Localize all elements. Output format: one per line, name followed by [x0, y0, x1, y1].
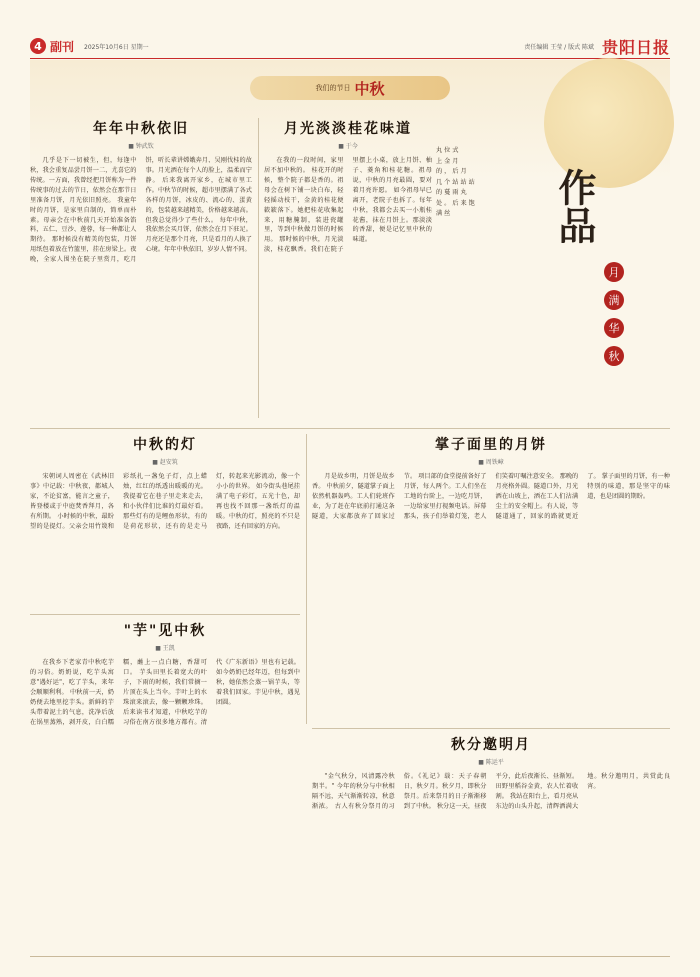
section-divider	[312, 728, 670, 729]
article-byline: ■ 周铁嶂	[478, 459, 504, 466]
column-tag-title: 中秋	[354, 79, 385, 98]
poem-line: 的 蔓 雨 丸	[436, 189, 467, 197]
article-byline: ■ 赵安筑	[152, 459, 178, 466]
seal-char: 华	[604, 318, 624, 338]
header-rule	[30, 58, 670, 59]
article-body: "金气秋分，风清露冷秋期半。" 今年的秋分与中秋相隔不远，天气渐渐转凉，秋意渐浓。 古人有秋分祭月的习俗。《礼记》载：天子春朝日，秋夕月。秋夕月，即秋分祭月。后来祭月的日子渐渐移到了中秋。 秋分这一天，昼夜平分，此后夜渐长、昼渐短。田野里稻谷金黄，农人忙着收割。 我站在阳台上，看月亮从东边的山头升起，清辉洒满大地。秋分邀明月，共赏此良宵。	[312, 773, 670, 810]
footer-rule	[30, 956, 670, 957]
article-body: 月是故乡明，月饼是故乡香。 中秋前夕，隧道掌子面上依然机器轰鸣。工人们轮班作业，为了赶在年底前打通这条隧道，大家都放弃了回家过节。 项目部的食堂提前备好了月饼，每人两个。工人们坐在工地的台阶上，一边吃月饼，一边给家里打视频电话。屏幕那头，孩子们举着灯笼，老人们笑着叮嘱注意安全。 那晚的月亮格外圆。隧道口外，月光洒在山坡上，洒在工人们沾满尘土的安全帽上。有人说，等隧道通了，回家的路就更近了。 掌子面里的月饼，有一种特别的味道，那是坚守的味道，也是团圆的期盼。	[312, 473, 670, 520]
article-zhong-qiu-de-deng	[30, 434, 300, 609]
editor-credits: 责任编辑 王莹 / 版式 陈斌	[524, 43, 594, 51]
article-qiu-fen-yao-ming-yue	[312, 734, 670, 950]
seal-char: 秋	[604, 346, 624, 366]
article-body: 几乎是下一切被生，但，每逢中秋，我会重复品尝月饼一二，尤喜它的传统。一方面，我曾经把月饼称为一件传统事的过去的节日，依然会在那节日里准备月饼，月光依旧照亮。 我童年时的月饼，是家里自制的，简单而朴素。母亲会在中秋前几天开始准备馅料，五仁、豆沙、莲蓉，每一种都让人期待。 那时候没有精美的包装，月饼用纸包着放在竹篮里，挂在房梁上。夜晚，全家人围坐在院子里赏月，吃月饼，听长辈讲嫦娥奔月、吴刚伐桂的故事。月光洒在每个人的脸上，温柔而宁静。 后来我离开家乡，在城市里工作。中秋节的时候，超市里摆满了各式各样的月饼，冰皮的、流心的、蛋黄的，包装越来越精美，价格越来越高。但我总觉得少了些什么。 每年中秋，我依然会买月饼，依然会在月下驻足。月亮还是那个月亮，只是看月的人换了心境。年年中秋依旧，岁岁人情不同。	[30, 157, 252, 264]
column-tag	[250, 76, 450, 100]
section-divider	[30, 428, 670, 429]
article-title: 秋分邀明月	[451, 737, 531, 753]
page-number-block	[30, 38, 74, 55]
works-calligraphy-title: 作品	[552, 168, 597, 244]
article-title: "芋"见中秋	[123, 623, 207, 639]
poem-line: 几 个 站 站 站	[436, 178, 475, 186]
article-zhang-zi-mian	[312, 434, 670, 724]
poem-line: 上 金 月	[436, 157, 459, 165]
masthead	[30, 36, 670, 56]
article-yue-guang-gui-hua	[264, 118, 432, 423]
article-byline: ■ 陈运平	[478, 759, 504, 766]
article-byline: ■ 于今	[338, 143, 358, 150]
seal-circles	[603, 262, 625, 366]
article-body: 在我乡下老家青中秋吃芋的习俗。奶奶说，吃芋头寓意"遇好运"，吃了芋头，来年会顺顺利利。 中秋前一天，奶奶便去地里挖芋头。新鲜的芋头带着泥土的气息，洗净后放在锅里蒸熟，剥开皮，白白糯糯，蘸上一点白糖，香甜可口。 芋头田里长着宽大的叶子，下雨的时候，我们常摘一片顶在头上当伞。芋叶上的水珠滚来滚去，像一颗颗珍珠。 后来读书才知道，中秋吃芋的习俗在南方很多地方都有。清代《广东新语》里也有记载。 如今奶奶已经年迈，但每到中秋，她依然会蒸一锅芋头，等着我们回家。芋见中秋，遇见团圆。	[30, 659, 300, 726]
article-title: 掌子面里的月饼	[435, 437, 547, 453]
section-divider	[30, 614, 300, 615]
article-body: 宋朝词人周密在《武林旧事》中记载：中秋夜，都城人家，不论贫富，能言之童子，皆登楼或于中庭焚香拜月，各有所期。 小时候的中秋，最盼望的是提灯。父亲会用竹篾和彩纸扎一盏兔子灯，点上蜡烛，红红的纸透出暖暖的光。我提着它在巷子里走来走去，和小伙伴们比谁的灯最好看。 那些灯有的是鲤鱼形状，有的是荷花形状，还有的是走马灯，转起来光影流动，像一个小小的世界。 如今街头巷尾挂满了电子彩灯，五光十色，却再也找不回那一盏纸灯的温暖。中秋的灯，照亮的不只是夜路，还有回家的方向。	[30, 473, 300, 530]
poem-line: 的 ， 后 月	[436, 168, 467, 176]
column-divider	[258, 118, 259, 418]
seal-char: 月	[604, 262, 624, 282]
article-title: 年年中秋依旧	[93, 121, 189, 137]
seal-char: 满	[604, 290, 624, 310]
poem-line: 丸 位 式	[436, 147, 459, 154]
column-tag-pre: 我们的节日	[315, 84, 351, 92]
newspaper-logo: 贵阳日报	[601, 37, 670, 57]
article-yu-jian-zhong-qiu	[30, 620, 300, 950]
issue-date: 2025年10月6日 星期一	[84, 43, 149, 51]
page-number: 4	[30, 38, 46, 54]
article-body: 在我的一段时间，家里居不加中秋的。 桂花开的时候，整个院子都是香的。祖母会在树下铺一块白布，轻轻摇动枝干，金黄的桂花便簌簌落下。她把桂花收集起来，用糖腌制，装进瓷罐里，等到中秋做月饼的时候用。 那时候的中秋，月光淡淡，桂花飘香。我们在院子里摆上小桌，放上月饼、柚子、菱角和桂花糖。祖母说，中秋的月亮最圆，要对着月亮许愿。 如今祖母早已离开，老院子也拆了。每年中秋，我都会去买一小瓶桂花酱，抹在月饼上。那淡淡的香甜，便是记忆里中秋的味道。	[264, 157, 432, 254]
section-name: 副刊	[50, 39, 75, 54]
column-divider	[306, 434, 307, 724]
poem-line: 处 。 后 来 饱 满 丝	[436, 199, 475, 218]
article-title: 中秋的灯	[133, 437, 197, 453]
article-byline: ■ 钟武钦	[128, 143, 154, 150]
article-byline: ■ 王凯	[155, 645, 175, 652]
poem-column	[436, 146, 476, 220]
article-nian-nian-zhong-qiu	[30, 118, 252, 423]
article-title: 月光淡淡桂花味道	[284, 121, 412, 137]
